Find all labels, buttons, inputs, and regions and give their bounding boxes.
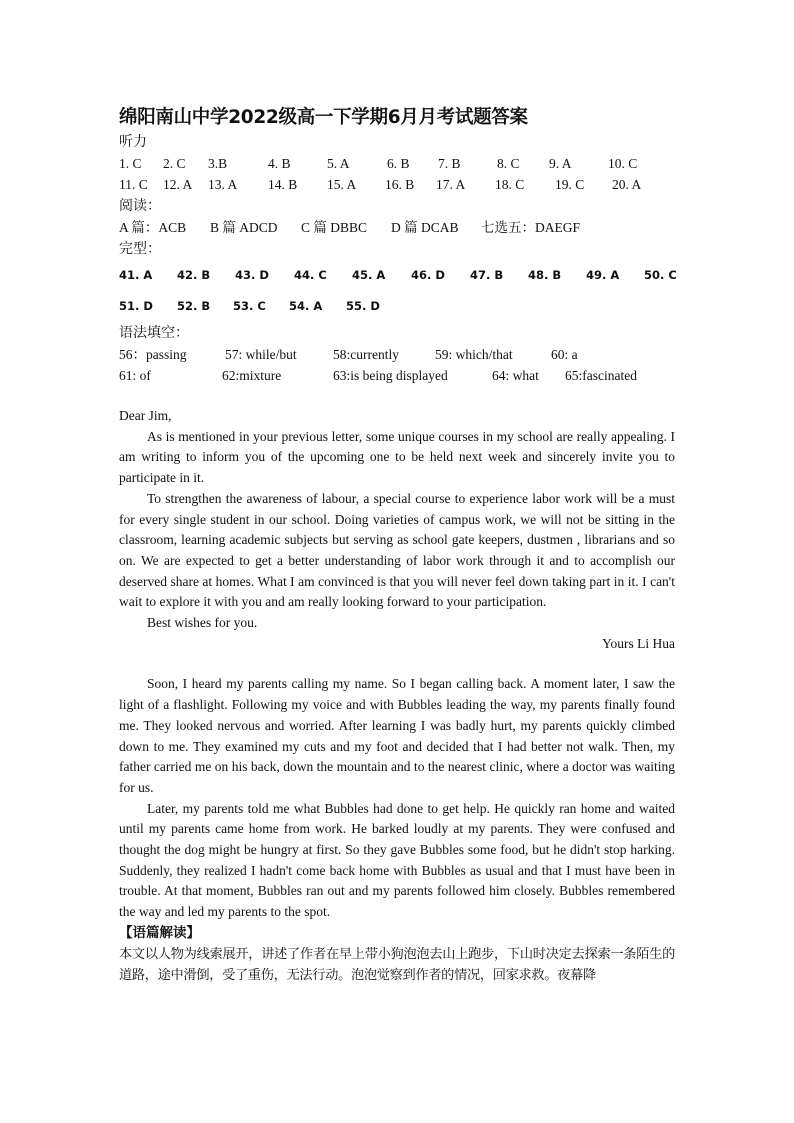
answer-item: 11. C [119, 177, 148, 192]
listening-answers-row-2 [119, 174, 675, 195]
answer-item: 七选五：DAEGF [481, 220, 581, 235]
letter-greeting: Dear Jim, [119, 408, 172, 423]
analysis-text: 本文以人物为线索展开，讲述了作者在早上带小狗泡泡去山上跑步，下山时决定去探索一条陌生的道路，途中滑倒，受了重伤，无法行动。泡泡觉察到作者的情况，回家求救。夜幕降 [119, 946, 675, 983]
answer-item: 60: a [551, 347, 578, 362]
answer-item: 59: which/that [435, 347, 513, 362]
reading-heading: 阅读： [119, 198, 161, 214]
answer-item: 58:currently [333, 347, 399, 362]
answer-item: B 篇 ADCD [210, 220, 278, 235]
story-paragraph: Soon, I heard my parents calling my name. So I began calling back. A moment later, I saw the light of a flashlight. Following my voice and with Bubbles leading the way, my parents finally found me. They looked nervous and worried. After learning I was badly hurt, my parents quickly climbed down to me. They examined my cuts and my foot and decided that I had better not walk. Then, my father carried me on his back, down the mountain and to the nearest clinic, where a doctor was waiting for us. [119, 676, 675, 795]
letter-paragraph: Best wishes for you. [147, 615, 258, 631]
answer-item: 44. C [294, 268, 327, 282]
answer-item: 9. A [549, 156, 572, 171]
answer-item: 5. A [327, 156, 350, 171]
answer-item: 20. A [612, 177, 642, 192]
answer-item: 10. C [608, 156, 638, 171]
answer-item: 46. D [411, 268, 445, 282]
answer-item: 54. A [289, 299, 323, 313]
answer-item: 42. B [177, 268, 211, 282]
letter-paragraph: As is mentioned in your previous letter, some unique courses in my school are really appealing. I am writing to inform you of the upcoming one to be held next week and sincerely invite you to participate in it. [119, 428, 675, 486]
answer-item: D 篇 DCAB [391, 220, 459, 235]
answer-item: 49. A [586, 268, 620, 282]
page-title: 绵阳南山中学2022级高一下学期6月月考试题答案 [119, 107, 528, 128]
letter-paragraph: To strengthen the awareness of labour, a special course to experience labor work will be a must for every single student in our school. Doing varieties of campus work, we will not be sitting in the classroom, learning academic subjects but serving as school gate keepers, dustmen , librarians and so on. We are expected to get a better understanding of labor work through it and to accomplish our deserved share at homes. What I am convinced is that you will never feel down taking part in it. I can't wait to explore it with you and am really looking forward to your participation. [119, 490, 675, 610]
grammar-heading: 语法填空： [119, 325, 189, 341]
analysis-heading: 【语篇解读】 [119, 924, 200, 941]
answer-item: 4. B [268, 156, 291, 171]
answer-item: 57: while/but [225, 347, 297, 362]
listening-answers-row-1 [119, 153, 675, 174]
answer-item: 64: what [492, 368, 539, 383]
answer-item: 19. C [555, 177, 585, 192]
answer-item: 55. D [346, 299, 380, 313]
story-paragraph: Later, my parents told me what Bubbles had done to get help. He quickly ran home and waited until my parents came home from work. He barked loudly at my parents. They were confused and thought the dog might be hungry at first. So they gave Bubbles some food, but he didn't stop harking. Suddenly, they realized I hadn't come back home with Bubbles as usual and that I must have been in trouble. At that moment, Bubbles ran out and my parents followed him closely. Bubbles remembered the way and led my parents to the spot. [119, 800, 675, 920]
cloze-answers-row-2 [119, 291, 675, 322]
grammar-answers-row-1 [119, 344, 675, 365]
answer-item: A 篇：ACB [119, 220, 187, 235]
grammar-answers-row-2 [119, 365, 675, 386]
answer-item: 17. A [436, 177, 466, 192]
answer-item: 53. C [233, 299, 266, 313]
answer-item: 6. B [387, 156, 410, 171]
answer-item: 61: of [119, 368, 151, 383]
answer-item: 43. D [235, 268, 269, 282]
answer-item: C 篇 DBBC [301, 220, 368, 235]
answer-item: 50. C [644, 268, 677, 282]
answer-item: 16. B [385, 177, 415, 192]
listening-heading: 听力 [119, 134, 147, 150]
answer-item: 1. C [119, 156, 142, 171]
reading-answers-row [119, 217, 675, 238]
answer-item: 8. C [497, 156, 520, 171]
answer-item: 62:mixture [222, 368, 282, 383]
answer-item: 2. C [163, 156, 186, 171]
answer-item: 56：passing [119, 347, 187, 362]
answer-item: 52. B [177, 299, 211, 313]
answer-item: 65:fascinated [565, 368, 637, 383]
answer-item: 13. A [208, 177, 238, 192]
answer-item: 41. A [119, 268, 153, 282]
answer-item: 15. A [327, 177, 357, 192]
answer-item: 14. B [268, 177, 298, 192]
answer-item: 12. A [163, 177, 193, 192]
cloze-heading: 完型： [119, 241, 161, 257]
cloze-answers-row-1 [119, 260, 675, 291]
answer-item: 7. B [438, 156, 461, 171]
answer-sheet [119, 104, 675, 986]
answer-item: 3.B [208, 156, 228, 171]
continuation-story [119, 674, 675, 922]
answer-item: 51. D [119, 299, 153, 313]
answer-item: 47. B [470, 268, 504, 282]
writing-sample-letter [119, 406, 675, 654]
answer-item: 63:is being displayed [333, 368, 448, 383]
answer-item: 45. A [352, 268, 386, 282]
answer-item: 18. C [495, 177, 525, 192]
letter-signature: Yours Li Hua [602, 635, 675, 651]
answer-item: 48. B [528, 268, 562, 282]
